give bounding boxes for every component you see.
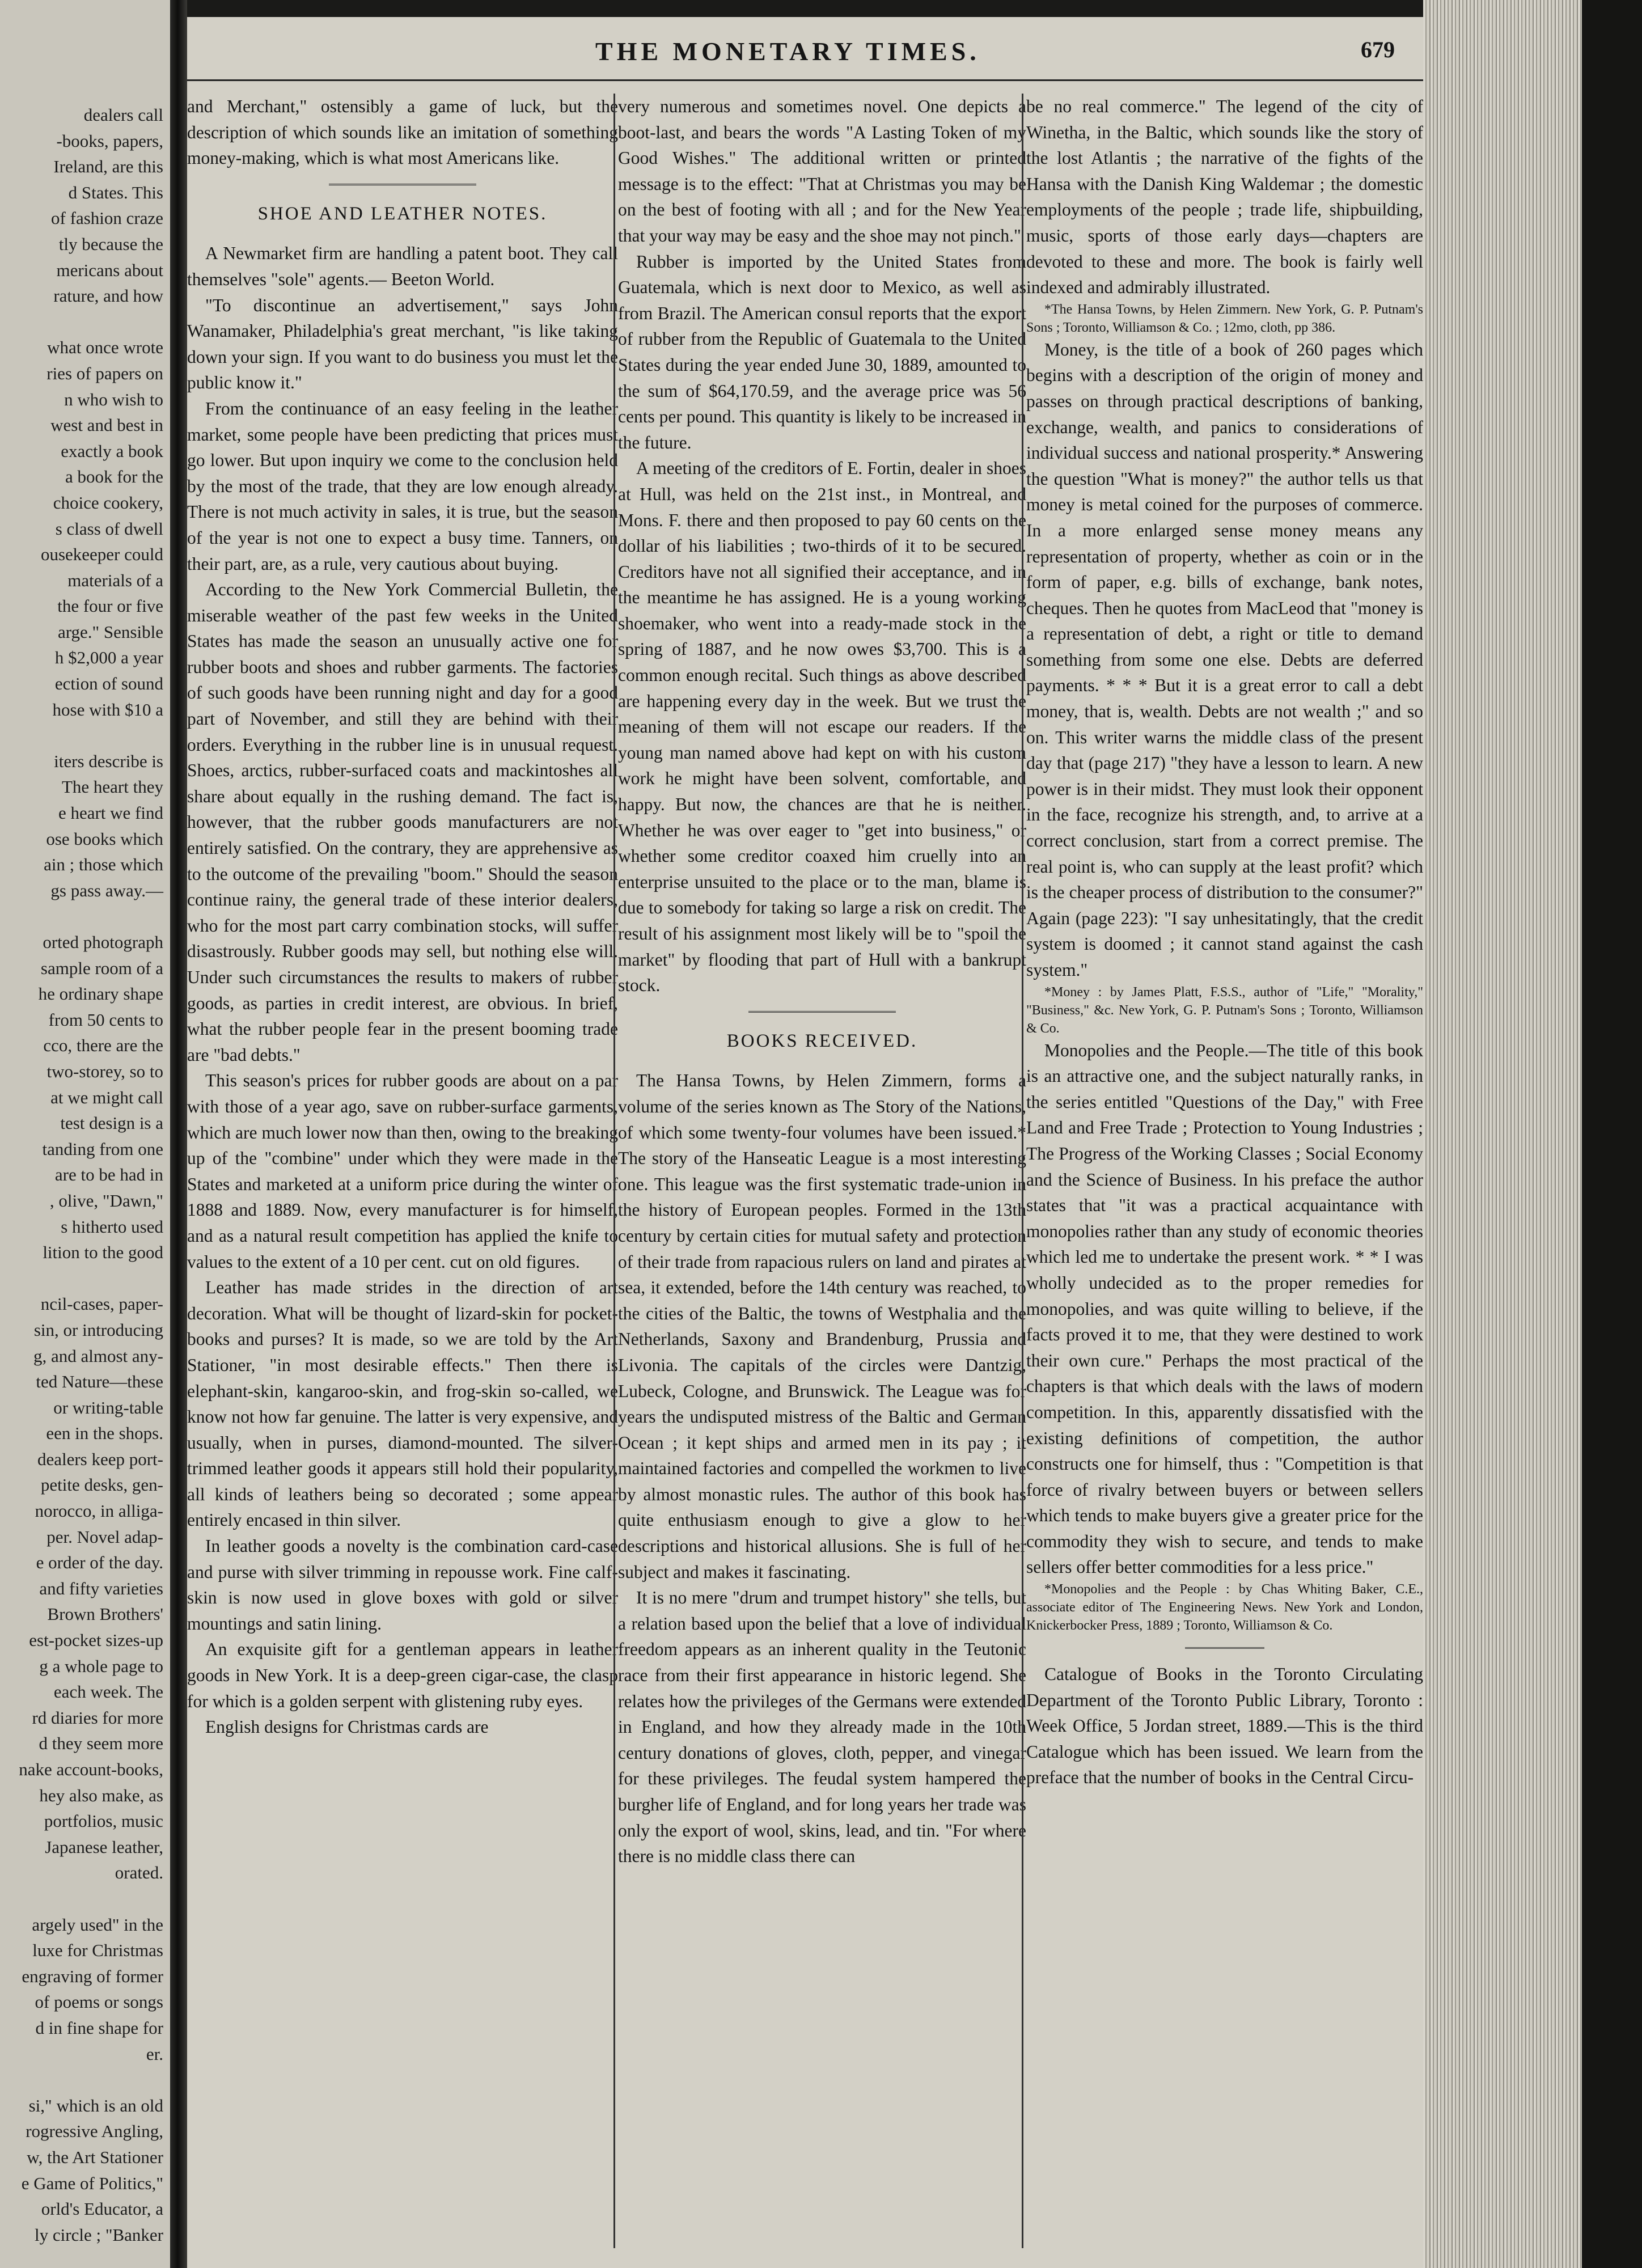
- paragraph: In leather goods a novelty is the combination card-case and purse with silver trimming in repousse work. Fine calf-skin is now used in glove boxes with gold or silver mountings and satin lining.: [187, 1536, 618, 1634]
- facing-page-line: he ordinary shape: [38, 984, 163, 1004]
- section-heading-books-received: BOOKS RECEIVED.: [726, 1030, 918, 1051]
- paragraph: From the continuance of an easy feeling in the leather market, some people have been predicting that prices must go lower. But upon inquiry we come to the conclusion held by the most of the trade, that they are low enough already. There is not much activity in sales, it is true, but the season of the year is not one to expect a busy time. Tanners, on their part, are, as a rule, very cautious about buying.: [187, 398, 618, 574]
- paragraph: The Hansa Towns, by Helen Zimmern, forms a volume of the series known as The Story of the Nations, of which some twenty-four volumes have been issued.* The story of the Hanseatic League is a most interesting one. This league was the first systematic trade-union in the history of European peoples. Formed in the 13th century by certain cities for mutual safety and protection of their trade from rapacious rulers on land and pirates at sea, it extended, before the 14th century was reached, to the cities of the Baltic, the towns of Westphalia and the Netherlands, Saxony and Brandenburg, Prussia and Livonia. The capitals of the circles were Dantzig, Lubeck, Cologne, and Brunswick. The League was for years the undisputed mistress of the Baltic and German Ocean ; it kept ships and armed men in its pay ; it maintained factories and compelled the workmen to live by almost monastic rules. The author of this book has quite enthusiasm enough to give a glow to her descriptions and historical allusions. She is full of her subject and makes it fascinating.: [618, 1070, 1026, 1582]
- facing-page-line: [0, 903, 163, 929]
- facing-page-line: west and best in: [50, 415, 163, 435]
- facing-page-line: sample room of a: [40, 958, 163, 978]
- paragraph: Leather has made strides in the direction of art decoration. What will be thought of lizard-skin for pocket-books and purses? It is made, so we are told by the Art Stationer, "in most desirable effects." Then there is elephant-skin, kangaroo-skin, and frog-skin so-called, we know not how far genuine. The latter is very expensive, and usually, when in purses, diamond-mounted. The silver-trimmed leather goods it appears still hold their popularity, all kinds of leathers being so decorated ; some appear entirely encased in thin silver.: [187, 1277, 618, 1530]
- footnote: *The Hansa Towns, by Helen Zimmern. New York, G. P. Putnam's Sons ; Toronto, Williamson & Co. ; 12mo, cloth, pp 386.: [1026, 302, 1423, 335]
- header-rule: [187, 79, 1423, 81]
- masthead-title: THE MONETARY TIMES.: [595, 37, 980, 66]
- facing-page-line: een in the shops.: [46, 1423, 163, 1444]
- facing-page-line: dealers keep port-: [37, 1449, 163, 1469]
- section-divider: [329, 184, 476, 185]
- facing-page-line: [0, 722, 163, 748]
- facing-page-line: d they seem more: [39, 1733, 163, 1754]
- facing-page-line: [0, 1886, 163, 1912]
- paragraph: Money, is the title of a book of 260 pages which begins with a description of the origin of money and passes on through practical descriptions of banking, exchange, wealth, and panics to considerations of individual success and national prosperity.* Answering the question "What is money?" the author tells us that money is metal coined for the purposes of commerce. In a more enlarged sense money means any representation of property, whether as coin or in the form of paper, e.g. bills of exchange, bank notes, cheques. Then he quotes from MacLeod that "money is a representation of debt, a right or title to demand something from some one else. Debts are deferred payments. * * * But it is a great error to call a debt money, that is, wealth. Debts are not wealth ;" and so on. This writer warns the middle class of the present day that (page 217) "they have a lesson to learn. A new power is in their midst. They must look their opponent in the face, recognize his strength, and, to arrive at a correct conclusion, start from a correct premise. The real point is, who can supply at the least profit? which is the cheaper process of distribution to the consumer?" Again (page 223): "I say unhesitatingly, that the credit system is doomed ; it cannot stand against the cash system.": [1026, 339, 1423, 980]
- paragraph: According to the New York Commercial Bulletin, the miserable weather of the past few weeks in the United States has made the season an unusually active one for rubber boots and shoes and rubber garments. The factories of such goods have been running night and day for a good part of November, and still they are behind with their orders. Everything in the rubber line is in unusual request. Shoes, arctics, rubber-surfaced coats and mackintoshes all share about equally in the rushing demand. The fact is, however, that the rubber goods manufacturers are not entirely satisfied. On the contrary, they are apprehensive as to the outcome of the prevailing "boom." Should the season continue rainy, the general trade of these interior dealers, who for the most part carry combination stocks, will suffer disastrously. Rubber goods may sell, but nothing else will. Under such circumstances the results to makers of rubber goods, as parties in credit interest, are obvious. In brief, what the rubber people fear in the present booming trade are "bad debts.": [187, 579, 618, 1065]
- facing-page-line: The heart they: [61, 777, 163, 797]
- facing-page-line: nake account-books,: [19, 1759, 163, 1779]
- facing-page-line: dealers call: [83, 105, 163, 125]
- facing-page-line: ncil-cases, paper-: [40, 1294, 163, 1314]
- facing-page-line: choice cookery,: [53, 492, 163, 513]
- facing-page-line: rogressive Angling,: [26, 2121, 163, 2142]
- facing-page-line: a book for the: [65, 467, 163, 487]
- facing-page-line: rd diaries for more: [32, 1707, 163, 1728]
- facing-page-line: portfolios, music: [44, 1811, 163, 1831]
- facing-page-line: ted Nature—these: [36, 1372, 163, 1392]
- paragraph: Catalogue of Books in the Toronto Circulating Department of the Toronto Public Library, Toronto : Week Office, 5 Jordan street, 1889.—This is the third Catalogue which has been issued. We learn from the preface that the number of books in the Central Circu-: [1026, 1664, 1423, 1788]
- facing-page-line: ly circle ; "Banker: [35, 2224, 163, 2245]
- facing-page-line: ain ; those which: [44, 854, 163, 875]
- facing-page-line: e order of the day.: [36, 1552, 163, 1573]
- facing-page: [0, 0, 170, 2268]
- section-divider: [748, 1011, 896, 1013]
- section-divider: [1185, 1647, 1264, 1649]
- facing-page-line: argely used" in the: [32, 1914, 163, 1935]
- facing-page-line: ousekeeper could: [40, 544, 163, 565]
- paragraph: "To discontinue an advertisement," says John Wanamaker, Philadelphia's great merchant, "is like taking down your sign. If you want to do business you must let the public know it.": [187, 295, 618, 393]
- newspaper-page: [187, 17, 1423, 2268]
- paragraph: A meeting of the creditors of E. Fortin, dealer in shoes at Hull, was held on the 21st inst., in Montreal, and Mons. F. there and then proposed to pay 60 cents on the dollar of his liabilities ; two-thirds of it to be secured. Creditors have not all signified their acceptance, and in the meantime he has assigned. He is a young working shoemaker, who went into a ready-made stock in the spring of 1887, and he now owes $3,700. This is a common enough recital. Such things as above described are happening every day in the week. But we trust the meaning of them will not escape our readers. If the young man named above had kept on with his custom work he might have been solvent, comfortable, and happy. But now, the chances are that he is neither. Whether he was over eager to "get into business," or whether some creditor coaxed him cruelly into an enterprise unsuited to the place or to the man, blame is due to somebody for taking so large a risk on credit. The result of his assignment most likely will be to "spoil the market" by flooding that part of Hull with a bankrupt stock.: [618, 458, 1026, 996]
- paragraph: Monopolies and the People.—The title of this book is an attractive one, and the subject naturally ranks, in the series entitled "Questions of the Day," with Free Land and Free Trade ; Protection to Young Industries ; The Progress of the Working Classes ; Social Economy and the Science of Business. In his preface the author states that "it was a practical acquaintance with monopolies rather than any study of economic theories which led me to undertake the present work. * * I was wholly undecided as to the proper remedies for monopolies, and was quite willing to believe, if the facts proved it to me, that they were destined to work their own cure." Perhaps the most practical of the chapters is that which deals with the laws of modern competition. In this, apparently dissatisfied with the existing definitions of competition, the author constructs one for himself, thus : "Competition is that force of rivalry between buyers or between sellers which tends to make buyers give a greater price for the commodity they wish to secure, and tends to make sellers offer better commodities for a less price.": [1026, 1040, 1423, 1577]
- paragraph: It is no mere "drum and trumpet history" she tells, but a relation based upon the belief that a love of individual freedom appears as an inherent quality in the Teutonic race from their first appearance in historic legend. She relates how the privileges of the Germans were extended in England, and how they already made in the 10th century donations of gloves, cloth, pepper, and vinegar for these privileges. The feudal system hampered the burgher life of England, and for long years her trade was only the export of wool, skins, lead, and tin. "For where there is no middle class there can: [618, 1588, 1026, 1867]
- facing-page-line: tly because the: [58, 234, 163, 254]
- facing-page-line: [0, 1266, 163, 1292]
- facing-page-line: sin, or introducing: [33, 1319, 163, 1340]
- book-gutter: [170, 0, 187, 2268]
- facing-page-line: norocco, in alliga-: [35, 1501, 163, 1521]
- column-rule: [613, 94, 615, 2248]
- paragraph: very numerous and sometimes novel. One depicts a boot-last, and bears the words "A Lasting Token of my Good Wishes." The additional written or printed message is to the effect: "That at Christmas you may be on the best of footing with all ; and for the New Year that your way may be easy and the shoe may not pinch.": [618, 96, 1026, 246]
- facing-page-text: [0, 102, 163, 2248]
- facing-page-line: g, and almost any-: [33, 1345, 163, 1366]
- facing-page-line: hose with $10 a: [52, 699, 163, 720]
- page-header: [187, 28, 1423, 68]
- paragraph: be no real commerce." The legend of the city of Winetha, in the Baltic, which sounds like the story of the lost Atlantis ; the narrative of the fights of the Hansa with the Danish King Waldemar ; the domestic employments of the people ; trade life, shipbuilding, music, sports of those early days—chapters are devoted to these and more. The book is fairly well indexed and admirably illustrated.: [1026, 96, 1423, 298]
- facing-page-line: orated.: [115, 1863, 163, 1883]
- facing-page-line: engraving of former: [22, 1966, 163, 1986]
- facing-page-line: orted photograph: [43, 932, 163, 952]
- facing-page-line: Japanese leather,: [45, 1837, 163, 1857]
- column-1: [187, 94, 618, 1740]
- paragraph: This season's prices for rubber goods are about on a par with those of a year ago, save on rubber-surface garments, which are much lower now than then, owing to the breaking up of the "combine" under which they were made in the States and marketed at a uniform price during the winter of 1888 and 1889. Now, every manufacturer is for himself, and as a natural result competition has applied the knife to values to the extent of a 10 per cent. cut on old figures.: [187, 1070, 618, 1272]
- column-rule: [1022, 94, 1023, 2248]
- facing-page-line: er.: [146, 2043, 163, 2064]
- paragraph: English designs for Christmas cards are: [205, 1717, 489, 1737]
- facing-page-line: s hitherto used: [61, 1216, 163, 1237]
- facing-page-line: ection of sound: [54, 674, 163, 694]
- facing-page-line: from 50 cents to: [48, 1009, 163, 1030]
- facing-page-line: are to be had in: [54, 1165, 163, 1185]
- paragraph: and Merchant," ostensibly a game of luck, but the description of which sounds like an imitation of something money-making, which is what most Americans like.: [187, 96, 618, 168]
- facing-page-line: arge." Sensible: [58, 621, 163, 642]
- facing-page-line: , olive, "Dawn,": [49, 1190, 163, 1211]
- facing-page-line: ries of papers on: [46, 363, 163, 383]
- paragraph: A Newmarket firm are handling a patent boot. They call themselves "sole" agents.— Beeton World.: [187, 243, 618, 289]
- facing-page-line: and fifty varieties: [39, 1578, 163, 1598]
- dark-border: [1582, 0, 1642, 2268]
- facing-page-line: each week. The: [53, 1682, 163, 1702]
- facing-page-line: petite desks, gen-: [40, 1475, 163, 1495]
- facing-page-line: gs pass away.—: [50, 880, 163, 900]
- column-2: [618, 94, 1026, 1869]
- facing-page-line: w, the Art Stationer: [27, 2147, 163, 2167]
- facing-page-line: of poems or songs: [35, 1992, 163, 2012]
- facing-page-line: test design is a: [60, 1113, 163, 1133]
- facing-page-line: Brown Brothers': [47, 1604, 163, 1624]
- facing-page-line: tanding from one: [42, 1139, 163, 1159]
- facing-page-line: lition to the good: [43, 1242, 163, 1263]
- facing-page-line: orld's Educator, a: [41, 2199, 163, 2219]
- facing-page-line: or writing-table: [53, 1397, 163, 1417]
- facing-page-line: ose books which: [46, 828, 163, 849]
- facing-page-line: s class of dwell: [55, 518, 163, 539]
- facing-page-line: [0, 2067, 163, 2093]
- facing-page-line: d States. This: [68, 182, 163, 202]
- section-heading-shoe-leather: SHOE AND LEATHER NOTES.: [257, 203, 548, 224]
- facing-page-line: the four or five: [57, 596, 163, 616]
- column-3: [1026, 94, 1423, 1791]
- facing-page-line: n who wish to: [64, 389, 163, 409]
- facing-page-line: of fashion craze: [51, 208, 163, 229]
- facing-page-line: e heart we find: [58, 803, 163, 823]
- facing-page-line: si," which is an old: [28, 2095, 163, 2115]
- facing-page-line: what once wrote: [47, 337, 163, 358]
- footnote: *Monopolies and the People : by Chas Whiting Baker, C.E., associate editor of The Engineering News. New York and London, Knickerbocker Press, 1889 ; Toronto, Williamson & Co.: [1026, 1582, 1423, 1634]
- facing-page-line: luxe for Christmas: [32, 1940, 163, 1961]
- facing-page-line: materials of a: [67, 570, 163, 590]
- facing-page-line: at we might call: [50, 1087, 163, 1107]
- facing-page-line: per. Novel adap-: [46, 1526, 163, 1547]
- facing-page-line: Ireland, are this: [53, 156, 163, 177]
- facing-page-line: e Game of Politics,": [21, 2173, 163, 2193]
- facing-page-line: -books, papers,: [56, 130, 163, 151]
- facing-page-line: exactly a book: [61, 441, 163, 461]
- paragraph: An exquisite gift for a gentleman appears in leather goods in New York. It is a deep-green cigar-case, the clasp for which is a golden serpent with glistening ruby eyes.: [187, 1639, 618, 1711]
- page-number: 679: [1361, 37, 1395, 62]
- footnote: *Money : by James Platt, F.S.S., author of "Life," "Morality," "Business," &c. New York, G. P. Putnam's Sons ; Toronto, Williamson & Co.: [1026, 984, 1423, 1036]
- paragraph: Rubber is imported by the United States from Guatemala, which is next door to Mexico, as well as from Brazil. The American consul reports that the export of rubber from the Republic of Guatemala to the United States during the year ended June 30, 1889, amounted to the sum of $64,170.59, and the average price was 56 cents per pound. This quantity is likely to be increased in the future.: [618, 251, 1026, 452]
- facing-page-line: rature, and how: [53, 286, 163, 306]
- facing-page-line: est-pocket sizes-up: [29, 1630, 163, 1651]
- facing-page-line: two-storey, so to: [46, 1061, 163, 1081]
- facing-page-line: mericans about: [56, 260, 163, 280]
- facing-page-line: h $2,000 a year: [54, 648, 163, 668]
- facing-page-line: cco, there are the: [43, 1035, 163, 1056]
- facing-page-line: d in fine shape for: [35, 2017, 163, 2038]
- facing-page-line: [0, 309, 163, 335]
- facing-page-line: g a whole page to: [39, 1656, 163, 1676]
- facing-page-line: hey also make, as: [39, 1785, 163, 1805]
- facing-page-line: iters describe is: [54, 751, 163, 771]
